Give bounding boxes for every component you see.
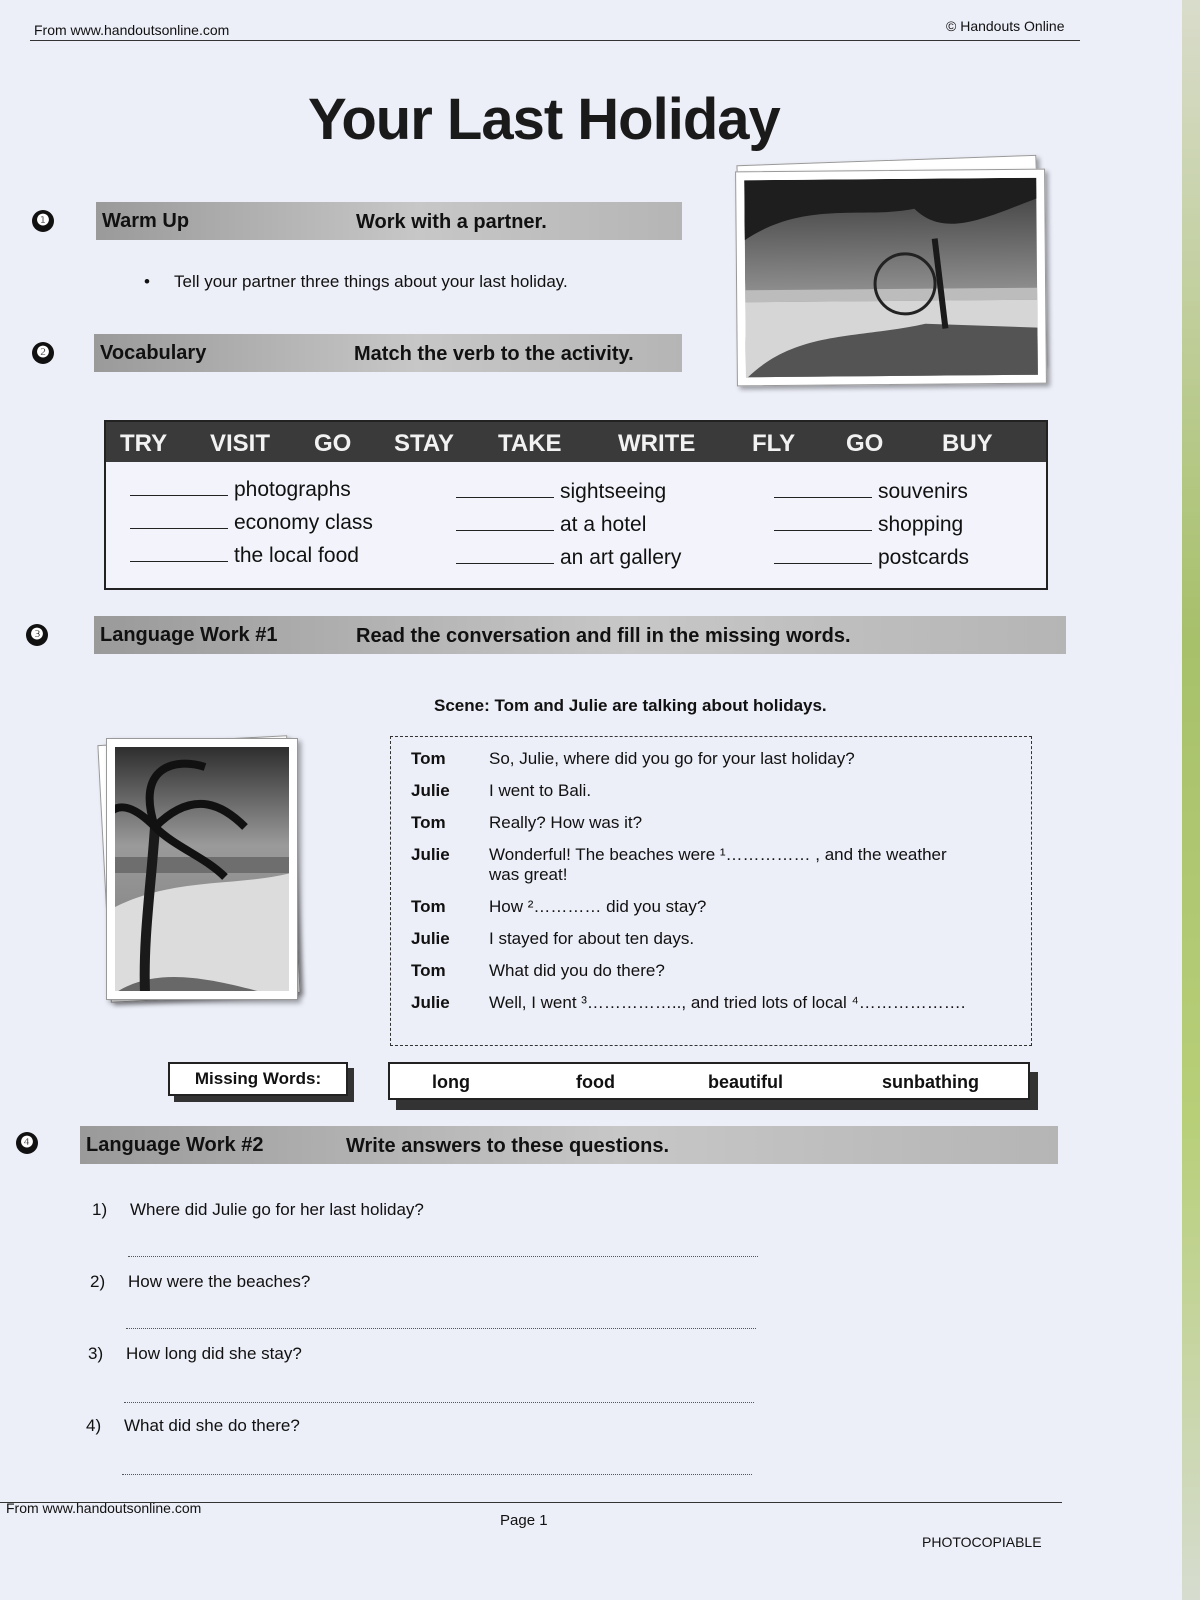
answer-line[interactable]: [128, 1256, 758, 1257]
missing-word: beautiful: [708, 1072, 783, 1092]
language-work-2-label: Language Work #2: [86, 1134, 264, 1156]
answer-blank[interactable]: [130, 482, 228, 496]
verb-bar: [106, 422, 1046, 462]
page-title: Your Last Holiday: [308, 87, 780, 152]
activity-text: shopping: [878, 513, 964, 536]
verb-item: FLY: [752, 430, 796, 457]
header-source: From www.handoutsonline.com: [34, 22, 230, 38]
match-item: [456, 546, 681, 570]
answer-blank[interactable]: [774, 517, 872, 531]
footer-source: From www.handoutsonline.com: [6, 1500, 202, 1516]
activity-text: at a hotel: [560, 513, 647, 536]
question-text: How were the beaches?: [128, 1272, 311, 1291]
activity-text: an art gallery: [560, 546, 682, 569]
answer-blank[interactable]: [130, 548, 228, 562]
activity-text: postcards: [878, 546, 970, 569]
verb-item: GO: [314, 430, 352, 457]
speaker-name: Tom: [411, 813, 446, 832]
language-work-2-bar: [80, 1126, 1058, 1164]
language-work-1-instruction: Read the conversation and fill in the missing words.: [356, 625, 851, 647]
dialogue-text: So, Julie, where did you go for your last holiday?: [489, 749, 855, 768]
warm-up-bullet-text: Tell your partner three things about your last holiday.: [174, 272, 568, 291]
match-item: [456, 480, 666, 504]
verb-item: WRITE: [618, 430, 696, 457]
match-item: [130, 544, 359, 568]
dialogue-text: I went to Bali.: [489, 781, 592, 800]
question-number: 4): [86, 1416, 102, 1435]
missing-words-label: Missing Words:: [168, 1062, 348, 1096]
dialogue-text: was great!: [489, 865, 568, 884]
dialogue-box: [390, 736, 1032, 1046]
section-2-number: ❷: [32, 342, 54, 364]
section-4-number: ❹: [16, 1132, 38, 1154]
answer-line[interactable]: [126, 1328, 756, 1329]
speaker-name: Tom: [411, 961, 446, 980]
answer-blank[interactable]: [774, 484, 872, 498]
verb-item: VISIT: [210, 430, 271, 457]
activity-text: the local food: [234, 544, 359, 567]
dialogue-text: Wonderful! The beaches were ¹…………… , and the weather: [489, 845, 947, 864]
activity-text: souvenirs: [878, 480, 968, 503]
speaker-name: Julie: [411, 993, 450, 1012]
missing-word: sunbathing: [882, 1072, 979, 1092]
bullet-dot: •: [144, 272, 150, 291]
activity-text: sightseeing: [560, 480, 667, 503]
language-work-1-bar: [94, 616, 1066, 654]
verb-item: GO: [846, 430, 884, 457]
activity-text: economy class: [234, 511, 373, 534]
scene-text: Scene: Tom and Julie are talking about holidays.: [434, 696, 827, 715]
missing-word: food: [576, 1072, 615, 1092]
dialogue-text: Really? How was it?: [489, 813, 643, 832]
header-copyright: © Handouts Online: [946, 18, 1065, 34]
vocabulary-label: Vocabulary: [100, 342, 207, 364]
verb-item: BUY: [942, 430, 993, 457]
warm-up-instruction: Work with a partner.: [356, 211, 547, 233]
speaker-name: Tom: [411, 897, 446, 916]
beach-photo-top: [735, 169, 1047, 387]
match-item: [130, 511, 373, 535]
answer-blank[interactable]: [774, 550, 872, 564]
dialogue-text: I stayed for about ten days.: [489, 929, 695, 948]
answer-line[interactable]: [122, 1474, 752, 1475]
match-item: [774, 480, 968, 504]
answer-blank[interactable]: [456, 550, 554, 564]
match-item: [774, 513, 963, 537]
missing-words-box: [388, 1062, 1030, 1100]
warm-up-bar: [96, 202, 682, 240]
match-item: [774, 546, 969, 570]
question-text: What did she do there?: [124, 1416, 300, 1435]
speaker-name: Tom: [411, 749, 446, 768]
answer-blank[interactable]: [456, 517, 554, 531]
vocabulary-bar: [94, 334, 682, 372]
question-number: 1): [92, 1200, 108, 1219]
match-item: [456, 513, 646, 537]
warm-up-label: Warm Up: [102, 210, 190, 232]
question-text: Where did Julie go for her last holiday?: [130, 1200, 424, 1219]
footer-rights: PHOTOCOPIABLE: [922, 1534, 1042, 1550]
speaker-name: Julie: [411, 845, 450, 864]
question-number: 3): [88, 1344, 104, 1363]
language-work-2-instruction: Write answers to these questions.: [346, 1135, 670, 1157]
activity-text: photographs: [234, 478, 351, 501]
palm-photo-image: [115, 747, 289, 991]
answer-blank[interactable]: [130, 515, 228, 529]
dialogue-text: What did you do there?: [489, 961, 665, 980]
beach-photo-left: [106, 738, 298, 1000]
verb-item: TRY: [120, 430, 168, 457]
dialogue-text: How ²………… did you stay?: [489, 897, 707, 916]
section-3-number: ❸: [26, 624, 48, 646]
match-item: [130, 478, 351, 502]
header-divider: [30, 40, 1080, 41]
missing-word: long: [432, 1072, 470, 1092]
beach-photo-image: [744, 178, 1038, 378]
vocabulary-instruction: Match the verb to the activity.: [354, 343, 634, 365]
background-folder-edge: [1182, 0, 1200, 1600]
speaker-name: Julie: [411, 781, 450, 800]
dialogue-text: Well, I went ³…………….., and tried lots of local ⁴……………….: [489, 993, 966, 1012]
footer-page: Page 1: [500, 1512, 548, 1529]
language-work-1-label: Language Work #1: [100, 624, 278, 646]
verb-item: STAY: [394, 430, 455, 457]
verb-item: TAKE: [498, 430, 562, 457]
answer-line[interactable]: [124, 1402, 754, 1403]
answer-blank[interactable]: [456, 484, 554, 498]
section-1-number: ❶: [32, 210, 54, 232]
speaker-name: Julie: [411, 929, 450, 948]
question-text: How long did she stay?: [126, 1344, 302, 1363]
question-number: 2): [90, 1272, 106, 1291]
vocabulary-box: [104, 420, 1048, 590]
